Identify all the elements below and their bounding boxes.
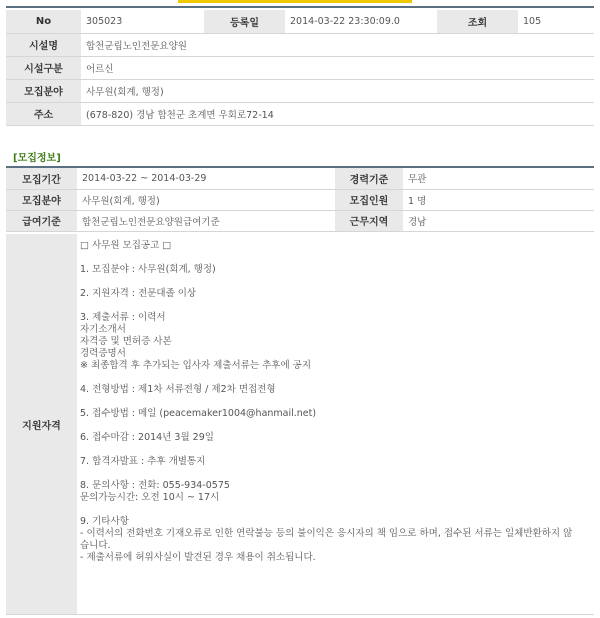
region-label: 근무지역	[335, 210, 403, 231]
table-row	[6, 56, 594, 79]
headcount-label: 모집인원	[335, 189, 403, 210]
line-gap	[80, 276, 592, 288]
recruit-field-label: 모집분야	[6, 189, 77, 210]
table-row	[6, 168, 594, 189]
salary-value: 합천군립노인전문요양원급여기준	[77, 210, 335, 231]
facility-info-table	[6, 10, 594, 126]
qualification-line: 8. 문의사항 : 전화: 055-934-0575	[80, 480, 230, 491]
qualification-line: - 제출서류에 허위사실이 발견된 경우 채용이 취소됩니다.	[80, 552, 316, 563]
career-label: 경력기준	[335, 168, 403, 189]
period-label: 모집기간	[6, 168, 77, 189]
line-gap	[80, 468, 592, 480]
line-gap	[80, 396, 592, 408]
facility-name-label: 시설명	[6, 33, 81, 56]
line-gap	[80, 444, 592, 456]
line-gap	[80, 300, 592, 312]
qualification-line: 문의가능시간: 오전 10시 ~ 17시	[80, 492, 220, 503]
table-row	[6, 33, 594, 56]
line-gap	[80, 420, 592, 432]
views-value: 105	[518, 10, 594, 33]
facility-type-value: 어르신	[81, 56, 594, 79]
table-row	[6, 79, 594, 102]
table-row	[6, 189, 594, 210]
qualification-line: 경력증명서	[80, 348, 126, 359]
line-gap	[80, 504, 592, 516]
qualification-line: 1. 모집분야 : 사무원(회계, 행정)	[80, 264, 216, 275]
period-value: 2014-03-22 ~ 2014-03-29	[77, 168, 335, 189]
qualification-line: 6. 접수마감 : 2014년 3월 29일	[80, 432, 214, 443]
field-label: 모집분야	[6, 79, 81, 102]
address-label: 주소	[6, 102, 81, 125]
qualification-label: 지원자격	[6, 234, 77, 615]
no-label: No	[6, 10, 81, 33]
qualification-line: 자격증 및 면허증 사본	[80, 336, 172, 347]
qualification-line: 9. 기타사항	[80, 516, 129, 527]
qualification-line: - 이력서의 전화번호 기재오류로 인한 연락불능 등의 불이익은 응시자의 책 임으로 하며, 접수된 서류는 일체반환하지 않	[80, 528, 573, 539]
salary-label: 급여기준	[6, 210, 77, 231]
table-row	[6, 210, 594, 231]
facility-name-value: 합천군립노인전문요양원	[81, 33, 594, 56]
table-top-border	[6, 6, 594, 8]
reg-date-value: 2014-03-22 23:30:09.0	[285, 10, 437, 33]
no-value: 305023	[81, 10, 204, 33]
recruit-info-table	[6, 168, 594, 232]
qualification-line: 5. 접수방법 : 메일 (peacemaker1004@hanmail.net)	[80, 408, 317, 419]
qualification-line: 습니다.	[80, 540, 111, 551]
table-row	[6, 10, 594, 33]
qualification-line: ※ 최종합격 후 추가되는 입사자 제출서류는 추후에 공지	[80, 360, 311, 371]
qualification-line: 7. 합격자발표 : 추후 개별통지	[80, 456, 206, 467]
qualification-content	[80, 240, 592, 564]
headcount-value: 1 명	[403, 189, 594, 210]
top-accent-bar	[178, 0, 412, 3]
table-bottom-border	[6, 614, 594, 615]
recruit-field-value: 사무원(회계, 행정)	[77, 189, 335, 210]
line-gap	[80, 252, 592, 264]
facility-type-label: 시설구분	[6, 56, 81, 79]
qualification-line: 자기소개서	[80, 324, 126, 335]
field-value: 사무원(회계, 행정)	[81, 79, 594, 102]
qualification-line: 4. 전형방법 : 제1차 서류전형 / 제2차 면접전형	[80, 384, 276, 395]
table-row	[6, 102, 594, 125]
address-value: (678-820) 경남 합천군 초계면 우회로72-14	[81, 102, 594, 125]
views-label: 조회	[437, 10, 518, 33]
qualification-line: □ 사무원 모집공고 □	[80, 240, 172, 251]
line-gap	[80, 372, 592, 384]
recruit-section-title: [모집정보]	[13, 153, 61, 164]
qualification-line: 2. 지원자격 : 전문대졸 이상	[80, 288, 197, 299]
reg-date-label: 등록일	[204, 10, 285, 33]
career-value: 무관	[403, 168, 594, 189]
qualification-line: 3. 제출서류 : 이력서	[80, 312, 166, 323]
region-value: 경남	[403, 210, 594, 231]
